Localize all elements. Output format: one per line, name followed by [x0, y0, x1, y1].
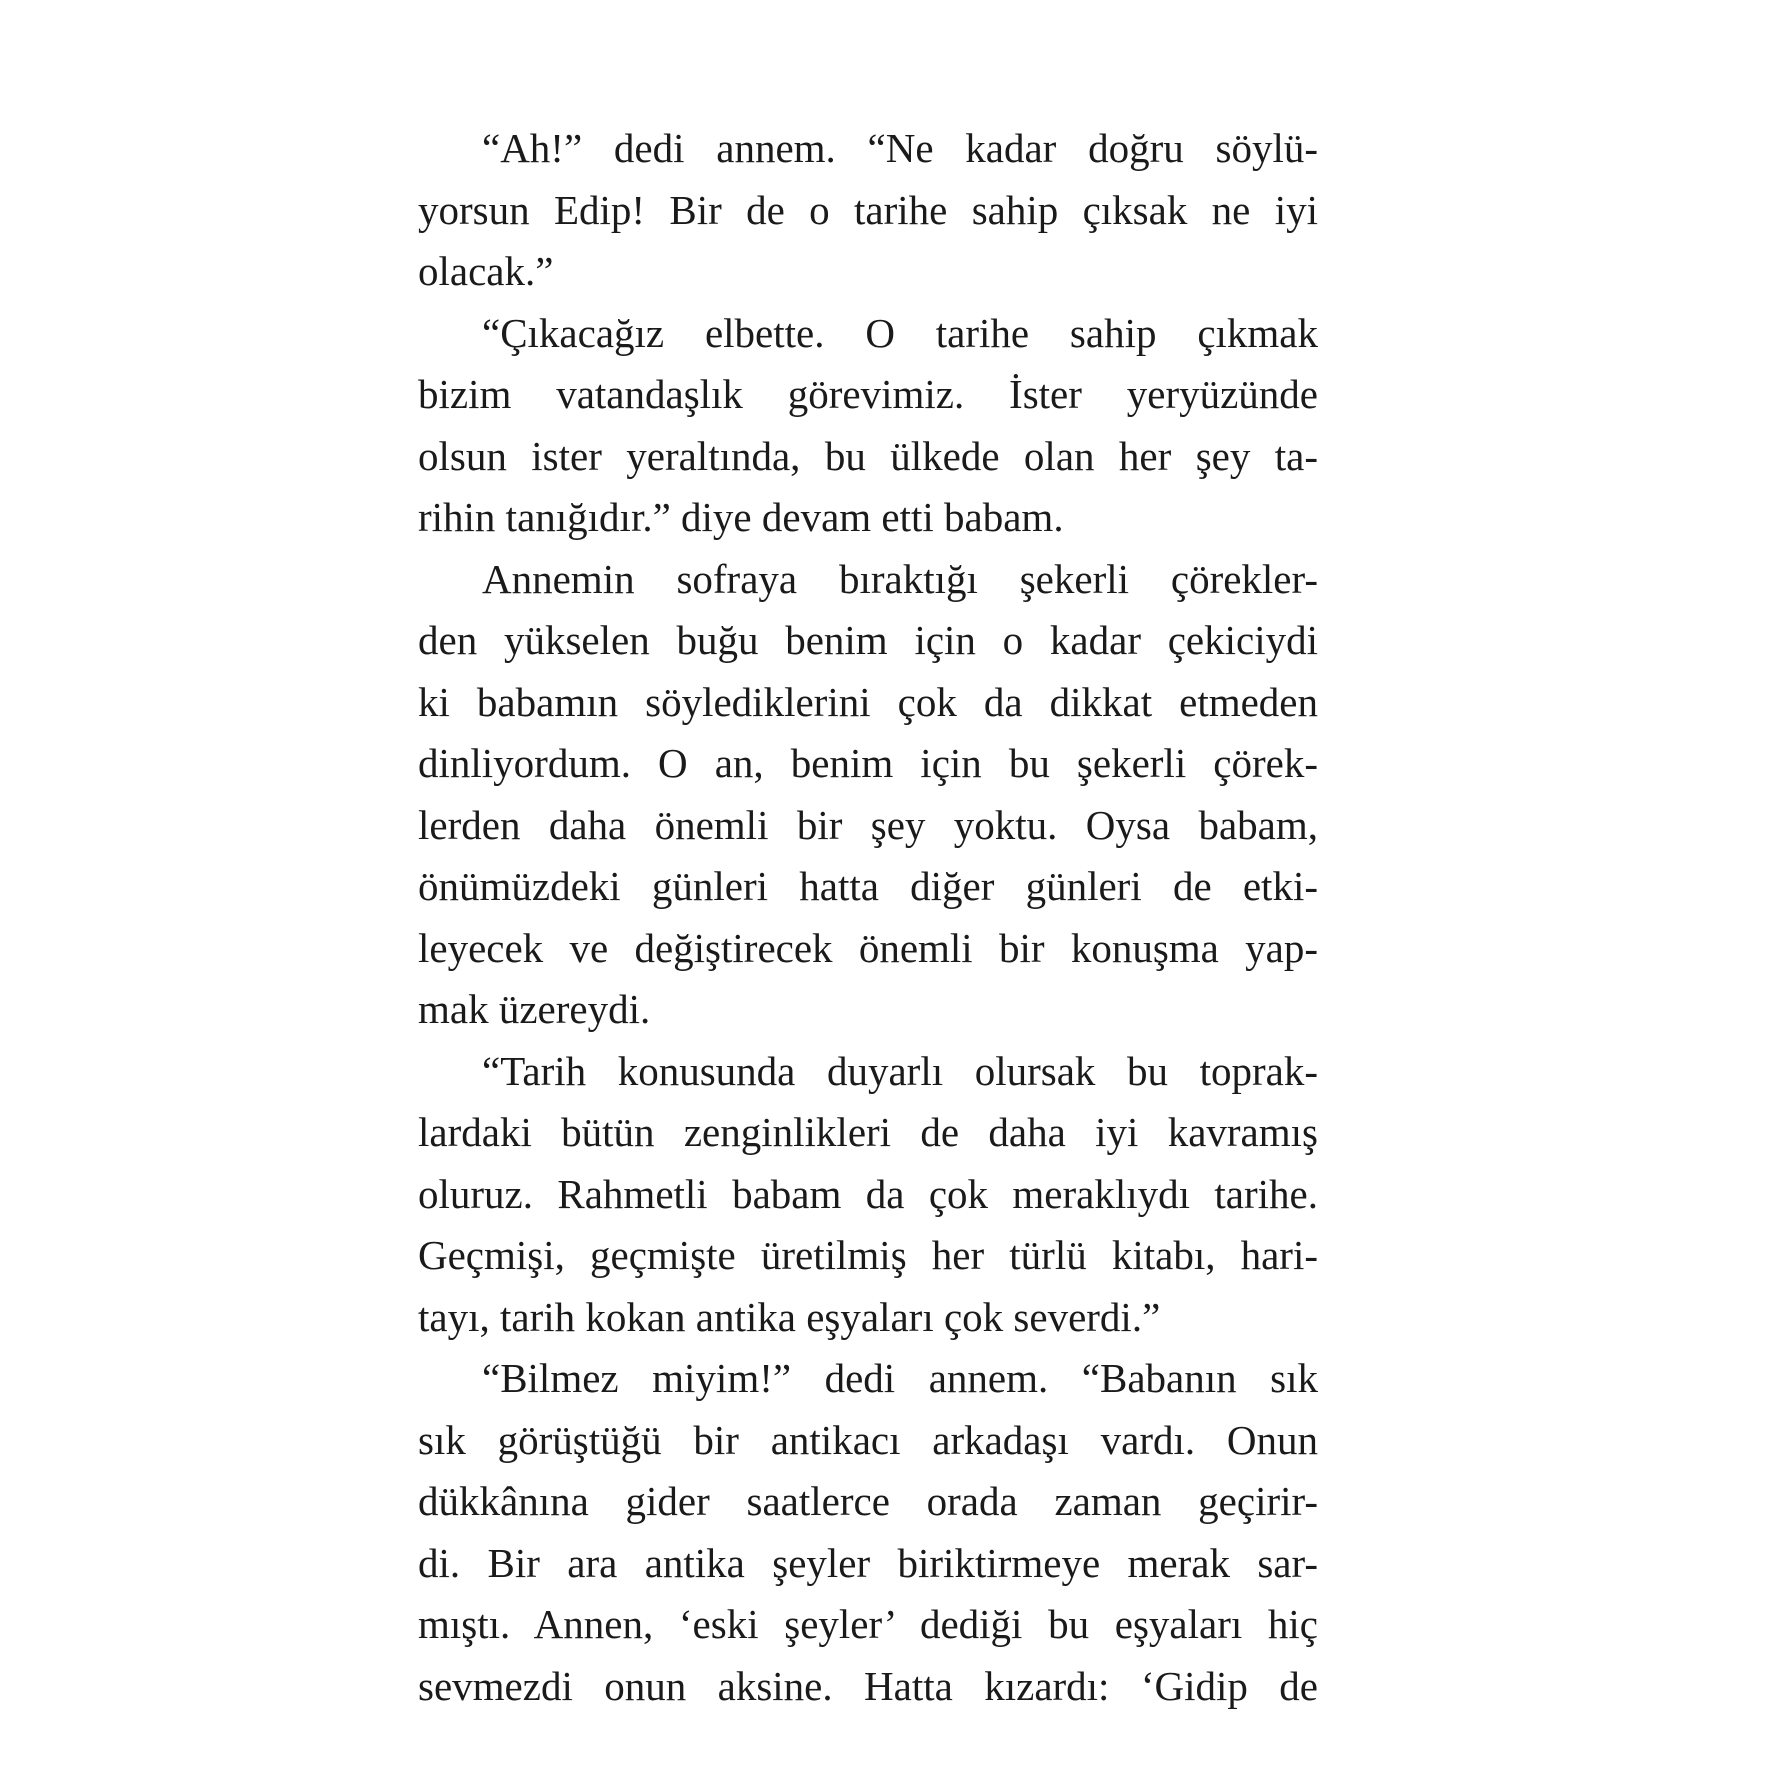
text-line-content: leyecek ve değiştirecek önemli bir konuşma yap-	[418, 924, 1318, 971]
text-line	[418, 1533, 1318, 1595]
text-line	[418, 918, 1318, 980]
text-line-content: “Ah!” dedi annem. “Ne kadar doğru söylü-	[482, 125, 1318, 171]
text-line-content: olacak.”	[418, 248, 554, 294]
text-line	[418, 1348, 1318, 1410]
text-line	[418, 487, 1318, 549]
text-line-content: dükkânına gider saatlerce orada zaman geçirir-	[418, 1478, 1318, 1524]
text-line	[418, 1594, 1318, 1656]
text-line-content: Annemin sofraya bıraktığı şekerli çörekler-	[482, 555, 1318, 602]
text-line-content: rihin tanığıdır.” diye devam etti babam.	[418, 494, 1064, 540]
text-line-content: olsun ister yeraltında, bu ülkede olan her şey ta-	[418, 432, 1318, 479]
text-line-content: yorsun Edip! Bir de o tarihe sahip çıksak ne iyi	[418, 186, 1318, 233]
text-line-content: dinliyordum. O an, benim için bu şekerli çörek-	[418, 740, 1318, 786]
text-line-content: “Çıkacağız elbette. O tarihe sahip çıkmak	[482, 309, 1318, 356]
text-line-content: “Tarih konusunda duyarlı olursak bu toprak-	[482, 1047, 1318, 1094]
paragraph	[418, 549, 1318, 1041]
text-line	[418, 180, 1318, 242]
text-line-content: lardaki bütün zenginlikleri de daha iyi kavramış	[418, 1109, 1318, 1155]
text-line-content: mıştı. Annen, ‘eski şeyler’ dediği bu eşyaları hiç	[418, 1601, 1318, 1647]
paragraph	[418, 303, 1318, 549]
text-line	[418, 241, 1318, 303]
text-line	[418, 610, 1318, 672]
text-line	[418, 1041, 1318, 1103]
paragraph	[418, 1041, 1318, 1349]
text-line	[418, 1225, 1318, 1287]
text-line-content: Geçmişi, geçmişte üretilmiş her türlü kitabı, hari-	[418, 1232, 1318, 1278]
paragraph	[418, 118, 1318, 303]
text-line	[418, 733, 1318, 795]
text-line	[418, 364, 1318, 426]
text-line	[418, 118, 1318, 180]
text-line	[418, 1287, 1318, 1349]
text-line-content: ki babamın söylediklerini çok da dikkat etmeden	[418, 678, 1318, 725]
text-line-content: “Bilmez miyim!” dedi annem. “Babanın sık	[482, 1355, 1318, 1401]
paragraph	[418, 1348, 1318, 1717]
text-line	[418, 426, 1318, 488]
text-line-content: bizim vatandaşlık görevimiz. İster yeryüzünde	[418, 371, 1318, 417]
text-line	[418, 795, 1318, 857]
text-line-content: önümüzdeki günleri hatta diğer günleri de etki-	[418, 863, 1318, 909]
text-line	[418, 303, 1318, 365]
text-line	[418, 1410, 1318, 1472]
text-line	[418, 979, 1318, 1041]
text-line	[418, 856, 1318, 918]
text-line-content: sevmezdi onun aksine. Hatta kızardı: ‘Gidip de	[418, 1662, 1318, 1709]
text-line	[418, 1656, 1318, 1718]
text-line-content: sık görüştüğü bir antikacı arkadaşı vardı. Onun	[418, 1416, 1318, 1463]
text-line-content: mak üzereydi.	[418, 986, 651, 1032]
text-line-content: oluruz. Rahmetli babam da çok meraklıydı tarihe.	[418, 1170, 1318, 1217]
text-line-content: den yükselen buğu benim için o kadar çekiciydi	[418, 617, 1318, 663]
text-line-content: lerden daha önemli bir şey yoktu. Oysa babam,	[418, 801, 1318, 848]
text-line	[418, 1471, 1318, 1533]
text-line	[418, 1164, 1318, 1226]
text-line	[418, 549, 1318, 611]
page-text	[418, 118, 1318, 1717]
text-line	[418, 1102, 1318, 1164]
text-line-content: tayı, tarih kokan antika eşyaları çok severdi.”	[418, 1293, 1161, 1340]
text-line	[418, 672, 1318, 734]
text-line-content: di. Bir ara antika şeyler biriktirmeye merak sar-	[418, 1539, 1318, 1586]
